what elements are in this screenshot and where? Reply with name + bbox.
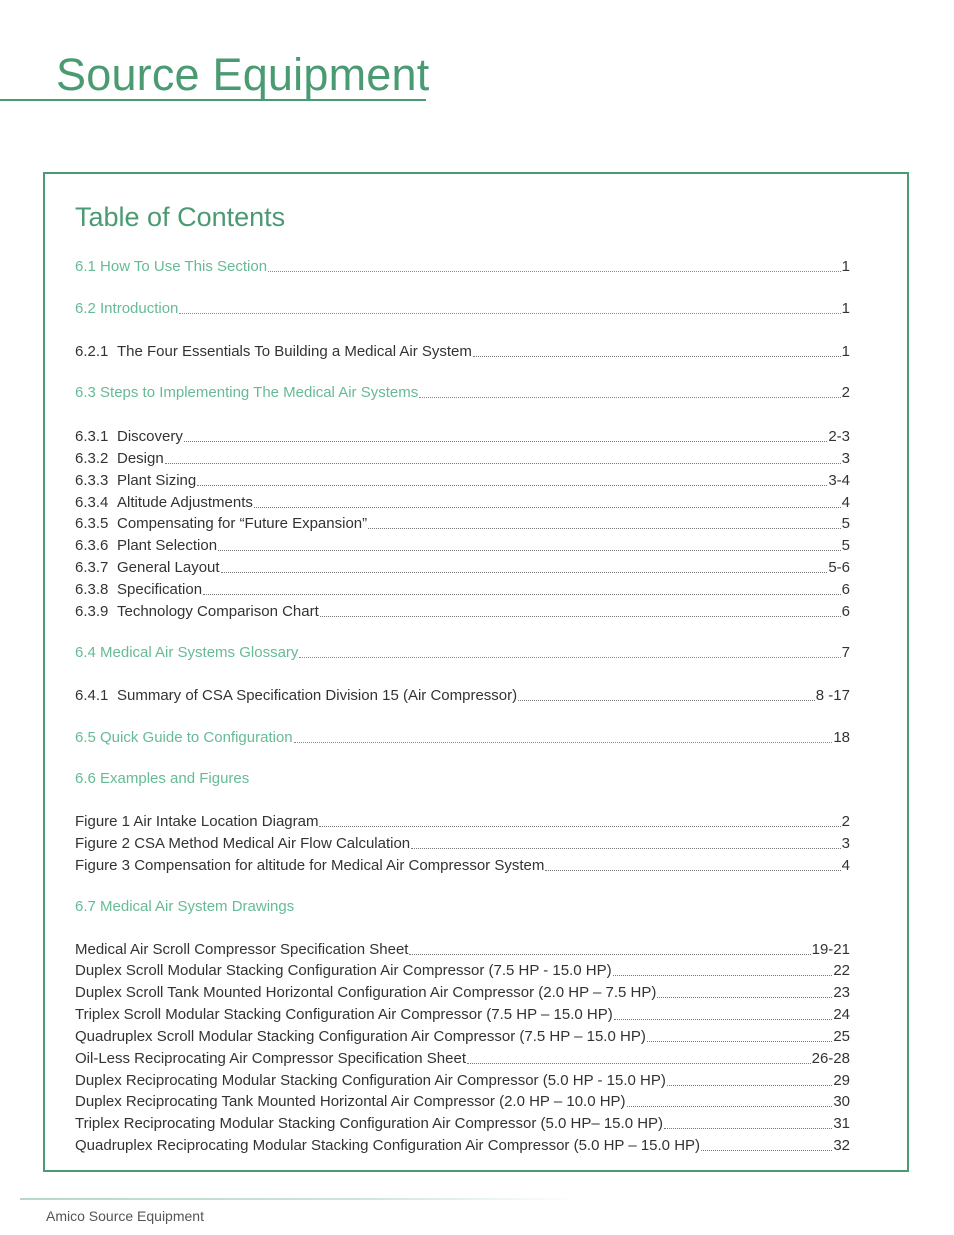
toc-page-number: 2-3 xyxy=(828,428,850,445)
toc-page-number: 18 xyxy=(833,729,850,746)
toc-entry-number: 6.3.7 xyxy=(75,559,109,576)
toc-entry-number: 6.2.1 xyxy=(75,343,109,360)
toc-entry-title: Quadruplex Reciprocating Modular Stacking Configuration Air Compressor (5.0 HP – 15.0 HP) xyxy=(75,1137,701,1154)
toc-page-number: 26-28 xyxy=(811,1050,850,1067)
toc-dot-leader xyxy=(614,1019,833,1020)
toc-entry-link[interactable] xyxy=(75,558,850,578)
toc-entry-title: Technology Comparison Chart xyxy=(117,603,319,620)
toc-section-link[interactable] xyxy=(75,897,850,917)
toc-section-link[interactable] xyxy=(75,299,850,319)
toc-page-number: 32 xyxy=(833,1137,850,1154)
toc-entry-title: 6.7 Medical Air System Drawings xyxy=(75,898,295,915)
toc-entry-link[interactable] xyxy=(75,342,850,362)
toc-dot-leader xyxy=(627,1106,833,1107)
toc-entry-link[interactable] xyxy=(75,983,850,1003)
toc-section-link[interactable] xyxy=(75,769,850,789)
toc-entry-link[interactable] xyxy=(75,602,850,622)
toc-dot-leader xyxy=(545,870,840,871)
toc-heading: Table of Contents xyxy=(75,202,286,232)
toc-page-number: 24 xyxy=(833,1006,850,1023)
toc-dot-leader xyxy=(184,441,827,442)
toc-page-number: 2 xyxy=(841,813,850,830)
toc-entry-link[interactable] xyxy=(75,812,850,832)
toc-dot-leader xyxy=(268,271,841,272)
toc-entry-title: Design xyxy=(117,450,164,467)
toc-entry-number: 6.3.9 xyxy=(75,603,109,620)
toc-entry-link[interactable] xyxy=(75,856,850,876)
toc-dot-leader xyxy=(411,848,841,849)
toc-entry-link[interactable] xyxy=(75,1092,850,1112)
toc-dot-leader xyxy=(613,975,833,976)
toc-dot-leader xyxy=(294,742,833,743)
toc-dot-leader xyxy=(197,485,827,486)
toc-entry-title: 6.1 How To Use This Section xyxy=(75,258,268,275)
toc-dot-leader xyxy=(218,550,841,551)
toc-dot-leader xyxy=(473,356,841,357)
toc-entry-link[interactable] xyxy=(75,1005,850,1025)
toc-entry-link[interactable] xyxy=(75,940,850,960)
toc-dot-leader xyxy=(657,997,832,998)
toc-dot-leader xyxy=(518,700,815,701)
toc-page-number: 1 xyxy=(841,300,850,317)
toc-entry-title: Oil-Less Reciprocating Air Compressor Specification Sheet xyxy=(75,1050,467,1067)
toc-entry-link[interactable] xyxy=(75,1136,850,1156)
toc-page-number: 5-6 xyxy=(828,559,850,576)
toc-entry-link[interactable] xyxy=(75,536,850,556)
toc-entry-title: Duplex Scroll Modular Stacking Configuration Air Compressor (7.5 HP - 15.0 HP) xyxy=(75,962,612,979)
toc-page-number: 7 xyxy=(841,644,850,661)
toc-entry-title: Plant Selection xyxy=(117,537,218,554)
toc-page-number: 19-21 xyxy=(811,941,850,958)
toc-entry-number: 6.3.8 xyxy=(75,581,109,598)
toc-page-number: 25 xyxy=(833,1028,850,1045)
toc-entry-link[interactable] xyxy=(75,834,850,854)
toc-entry-title: 6.6 Examples and Figures xyxy=(75,770,250,787)
toc-entry-title: Triplex Scroll Modular Stacking Configuration Air Compressor (7.5 HP – 15.0 HP) xyxy=(75,1006,613,1023)
toc-dot-leader xyxy=(664,1128,832,1129)
toc-section-link[interactable] xyxy=(75,257,850,277)
toc-entry-link[interactable] xyxy=(75,686,850,706)
toc-dot-leader xyxy=(299,657,840,658)
toc-page-number: 8 -17 xyxy=(815,687,850,704)
toc-page-number: 1 xyxy=(841,258,850,275)
toc-entry-number: 6.3.6 xyxy=(75,537,109,554)
toc-entry-link[interactable] xyxy=(75,471,850,491)
toc-entry-title: Medical Air Scroll Compressor Specification Sheet xyxy=(75,941,409,958)
toc-dot-leader xyxy=(203,594,841,595)
toc-dot-leader xyxy=(221,572,828,573)
toc-dot-leader xyxy=(254,507,841,508)
toc-entry-link[interactable] xyxy=(75,514,850,534)
toc-entry-number: 6.3.2 xyxy=(75,450,109,467)
toc-dot-leader xyxy=(320,616,841,617)
toc-entry-link[interactable] xyxy=(75,449,850,469)
toc-entry-link[interactable] xyxy=(75,1027,850,1047)
toc-page-number: 29 xyxy=(833,1072,850,1089)
toc-section-link[interactable] xyxy=(75,728,850,748)
toc-entry-title: Altitude Adjustments xyxy=(117,494,253,511)
toc-entry-title: Duplex Scroll Tank Mounted Horizontal Configuration Air Compressor (2.0 HP – 7.5 HP) xyxy=(75,984,657,1001)
toc-dot-leader xyxy=(647,1041,832,1042)
toc-entry-title: Duplex Reciprocating Tank Mounted Horizontal Air Compressor (2.0 HP – 10.0 HP) xyxy=(75,1093,626,1110)
toc-entry-title: Plant Sizing xyxy=(117,472,197,489)
toc-page-number: 5 xyxy=(841,537,850,554)
toc-entry-title: Quadruplex Scroll Modular Stacking Configuration Air Compressor (7.5 HP – 15.0 HP) xyxy=(75,1028,646,1045)
toc-entry-number: 6.3.5 xyxy=(75,515,109,532)
toc-entry-number: 6.4.1 xyxy=(75,687,109,704)
toc-dot-leader xyxy=(409,954,810,955)
toc-entry-title: Compensating for “Future Expansion” xyxy=(117,515,368,532)
toc-entry-link[interactable] xyxy=(75,961,850,981)
toc-page-number: 6 xyxy=(841,581,850,598)
toc-entry-title: Summary of CSA Specification Division 15 (Air Compressor) xyxy=(117,687,518,704)
page-title: Source Equipment xyxy=(56,49,430,100)
toc-dot-leader xyxy=(701,1150,832,1151)
toc-entry-title: Specification xyxy=(117,581,203,598)
toc-page-number: 22 xyxy=(833,962,850,979)
toc-page-number: 23 xyxy=(833,984,850,1001)
toc-entry-link[interactable] xyxy=(75,427,850,447)
toc-page-number: 5 xyxy=(841,515,850,532)
toc-entry-title: 6.3 Steps to Implementing The Medical Air Systems xyxy=(75,384,419,401)
toc-entry-link[interactable] xyxy=(75,1114,850,1134)
toc-entry-title: Triplex Reciprocating Modular Stacking Configuration Air Compressor (5.0 HP– 15.0 HP) xyxy=(75,1115,664,1132)
toc-dot-leader xyxy=(419,397,840,398)
toc-entry-link[interactable] xyxy=(75,580,850,600)
toc-page-number: 1 xyxy=(841,343,850,360)
toc-dot-leader xyxy=(368,528,841,529)
toc-dot-leader xyxy=(179,313,840,314)
toc-entry-number: 6.3.4 xyxy=(75,494,109,511)
toc-entry-title: 6.5 Quick Guide to Configuration xyxy=(75,729,293,746)
toc-dot-leader xyxy=(667,1085,832,1086)
footer-divider xyxy=(20,1198,580,1200)
toc-entry-link[interactable] xyxy=(75,1071,850,1091)
toc-page-number: 3 xyxy=(841,450,850,467)
toc-entry-title: Discovery xyxy=(117,428,183,445)
toc-entry-title: Figure 2 CSA Method Medical Air Flow Calculation xyxy=(75,835,411,852)
toc-entry-number: 6.3.1 xyxy=(75,428,109,445)
toc-dot-leader xyxy=(165,463,841,464)
toc-section-link[interactable] xyxy=(75,643,850,663)
toc-entry-link[interactable] xyxy=(75,1049,850,1069)
toc-entry-title: The Four Essentials To Building a Medical Air System xyxy=(117,343,472,360)
toc-page-number: 3-4 xyxy=(828,472,850,489)
toc-entry-title: Figure 3 Compensation for altitude for Medical Air Compressor System xyxy=(75,857,545,874)
toc-entry-title: General Layout xyxy=(117,559,220,576)
toc-entry-title: Duplex Reciprocating Modular Stacking Configuration Air Compressor (5.0 HP - 15.0 HP) xyxy=(75,1072,666,1089)
toc-page-number: 6 xyxy=(841,603,850,620)
toc-entry-title: 6.2 Introduction xyxy=(75,300,179,317)
toc-section-link[interactable] xyxy=(75,383,850,403)
toc-page-number: 3 xyxy=(841,835,850,852)
toc-entry-link[interactable] xyxy=(75,493,850,513)
toc-page-number: 4 xyxy=(841,857,850,874)
toc-page-number: 31 xyxy=(833,1115,850,1132)
toc-dot-leader xyxy=(467,1063,811,1064)
toc-entry-number: 6.3.3 xyxy=(75,472,109,489)
title-underline xyxy=(0,99,426,101)
toc-dot-leader xyxy=(319,826,840,827)
toc-entry-title: 6.4 Medical Air Systems Glossary xyxy=(75,644,299,661)
toc-page-number: 30 xyxy=(833,1093,850,1110)
toc-page-number: 4 xyxy=(841,494,850,511)
toc-page-number: 2 xyxy=(841,384,850,401)
footer-label: Amico Source Equipment xyxy=(46,1208,204,1224)
toc-entry-title: Figure 1 Air Intake Location Diagram xyxy=(75,813,319,830)
